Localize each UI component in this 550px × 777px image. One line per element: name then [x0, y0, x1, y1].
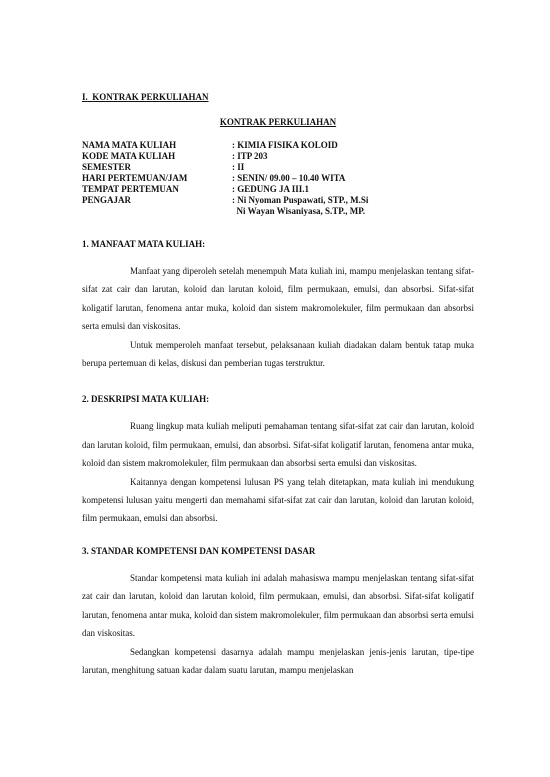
chapter-heading	[82, 92, 474, 103]
info-value: : GEDUNG JA III.1	[232, 184, 310, 194]
info-label: KODE MATA KULIAH	[82, 151, 176, 161]
info-value: : SENIN/ 09.00 – 10.40 WITA	[232, 173, 346, 183]
info-value: Ni Wayan Wisaniyasa, S.TP., MP.	[232, 206, 366, 216]
info-row	[82, 162, 368, 173]
section-paragraph: Kaitannya dengan kompetensi lulusan PS yang telah ditetapkan, mata kuliah ini mendukung kompetensi lulusan yaitu mengerti dan memahami sifat-sifat zat cair dan larutan, koloid dan larutan koloid, film permukaan, emulsi dan absorbsi.	[82, 476, 474, 524]
section-title-deskripsi: 2. DESKRIPSI MATA KULIAH:	[82, 394, 210, 405]
chapter-number: I.	[82, 92, 88, 102]
info-label: SEMESTER	[82, 162, 132, 172]
section-title-manfaat: 1. MANFAAT MATA KULIAH:	[82, 239, 206, 249]
info-row	[82, 184, 368, 195]
info-label: PENGAJAR	[82, 195, 131, 205]
info-value: : ITP 203	[232, 151, 268, 161]
section-paragraph: Standar kompetensi mata kuliah ini adalah mahasiswa mampu menjelaskan tentang sifat-sifat zat cair dan larutan, koloid dan larutan koloid, film permukaan, emulsi, dan absorbsi. Sifat-sifat koligatif larutan, fenomena antar muka, koloid dan sistem makromolekuler, film permukaan dan absorbsi serta emulsi dan viskositas.	[82, 572, 474, 639]
info-row	[82, 206, 368, 217]
info-value: : Ni Nyoman Puspawati, STP., M.Si	[232, 195, 369, 205]
info-value: : II	[232, 162, 245, 172]
chapter-title: KONTRAK PERKULIAHAN	[92, 92, 209, 102]
section-paragraph: Untuk memperoleh manfaat tersebut, pelaksanaan kuliah diadakan dalam bentuk tatap muka berupa pertemuan di kelas, diskusi dan pemberian tugas terstruktur.	[82, 339, 474, 369]
section-paragraph: Manfaat yang diperoleh setelah menempuh Mata kuliah ini, mampu menjelaskan tentang sifat-sifat zat cair dan larutan, koloid dan larutan koloid, film permukaan, emulsi, dan absorbsi. Sifat-sifat koligatif larutan, fenomena antar muka, koloid dan sistem makromolekuler, film permukaan dan absorbsi serta emulsi dan viskositas.	[82, 266, 474, 332]
info-label	[82, 206, 232, 217]
info-label: TEMPAT PERTEMUAN	[82, 184, 179, 194]
info-row	[82, 151, 368, 162]
course-info-table	[82, 140, 368, 217]
section-paragraph: Ruang lingkup mata kuliah meliputi pemahaman tentang sifat-sifat zat cair dan larutan, koloid dan larutan koloid, film permukaan, emulsi, dan absorbsi. Sifat-sifat koligatif larutan, fenomena antar muka, koloid dan sistem makromolekuler, film permukaan dan absorbsi serta emulsi dan viskositas.	[82, 421, 474, 469]
info-row	[82, 195, 368, 206]
section-title-standar: 3. STANDAR KOMPETENSI DAN KOMPETENSI DASAR	[82, 545, 316, 556]
info-row	[82, 173, 368, 184]
section-paragraph: Sedangkan kompetensi dasarnya adalah mampu menjelaskan jenis-jenis larutan, tipe-tipe larutan, menghitung satuan kadar dalam suatu larutan, mampu menjelaskan	[82, 646, 474, 675]
document-content	[82, 92, 474, 679]
info-row	[82, 140, 368, 151]
contract-title: KONTRAK PERKULIAHAN	[219, 117, 337, 127]
info-label: NAMA MATA KULIAH	[82, 140, 177, 150]
info-value: : KIMIA FISIKA KOLOID	[232, 140, 338, 150]
info-label: HARI PERTEMUAN/JAM	[82, 173, 188, 183]
